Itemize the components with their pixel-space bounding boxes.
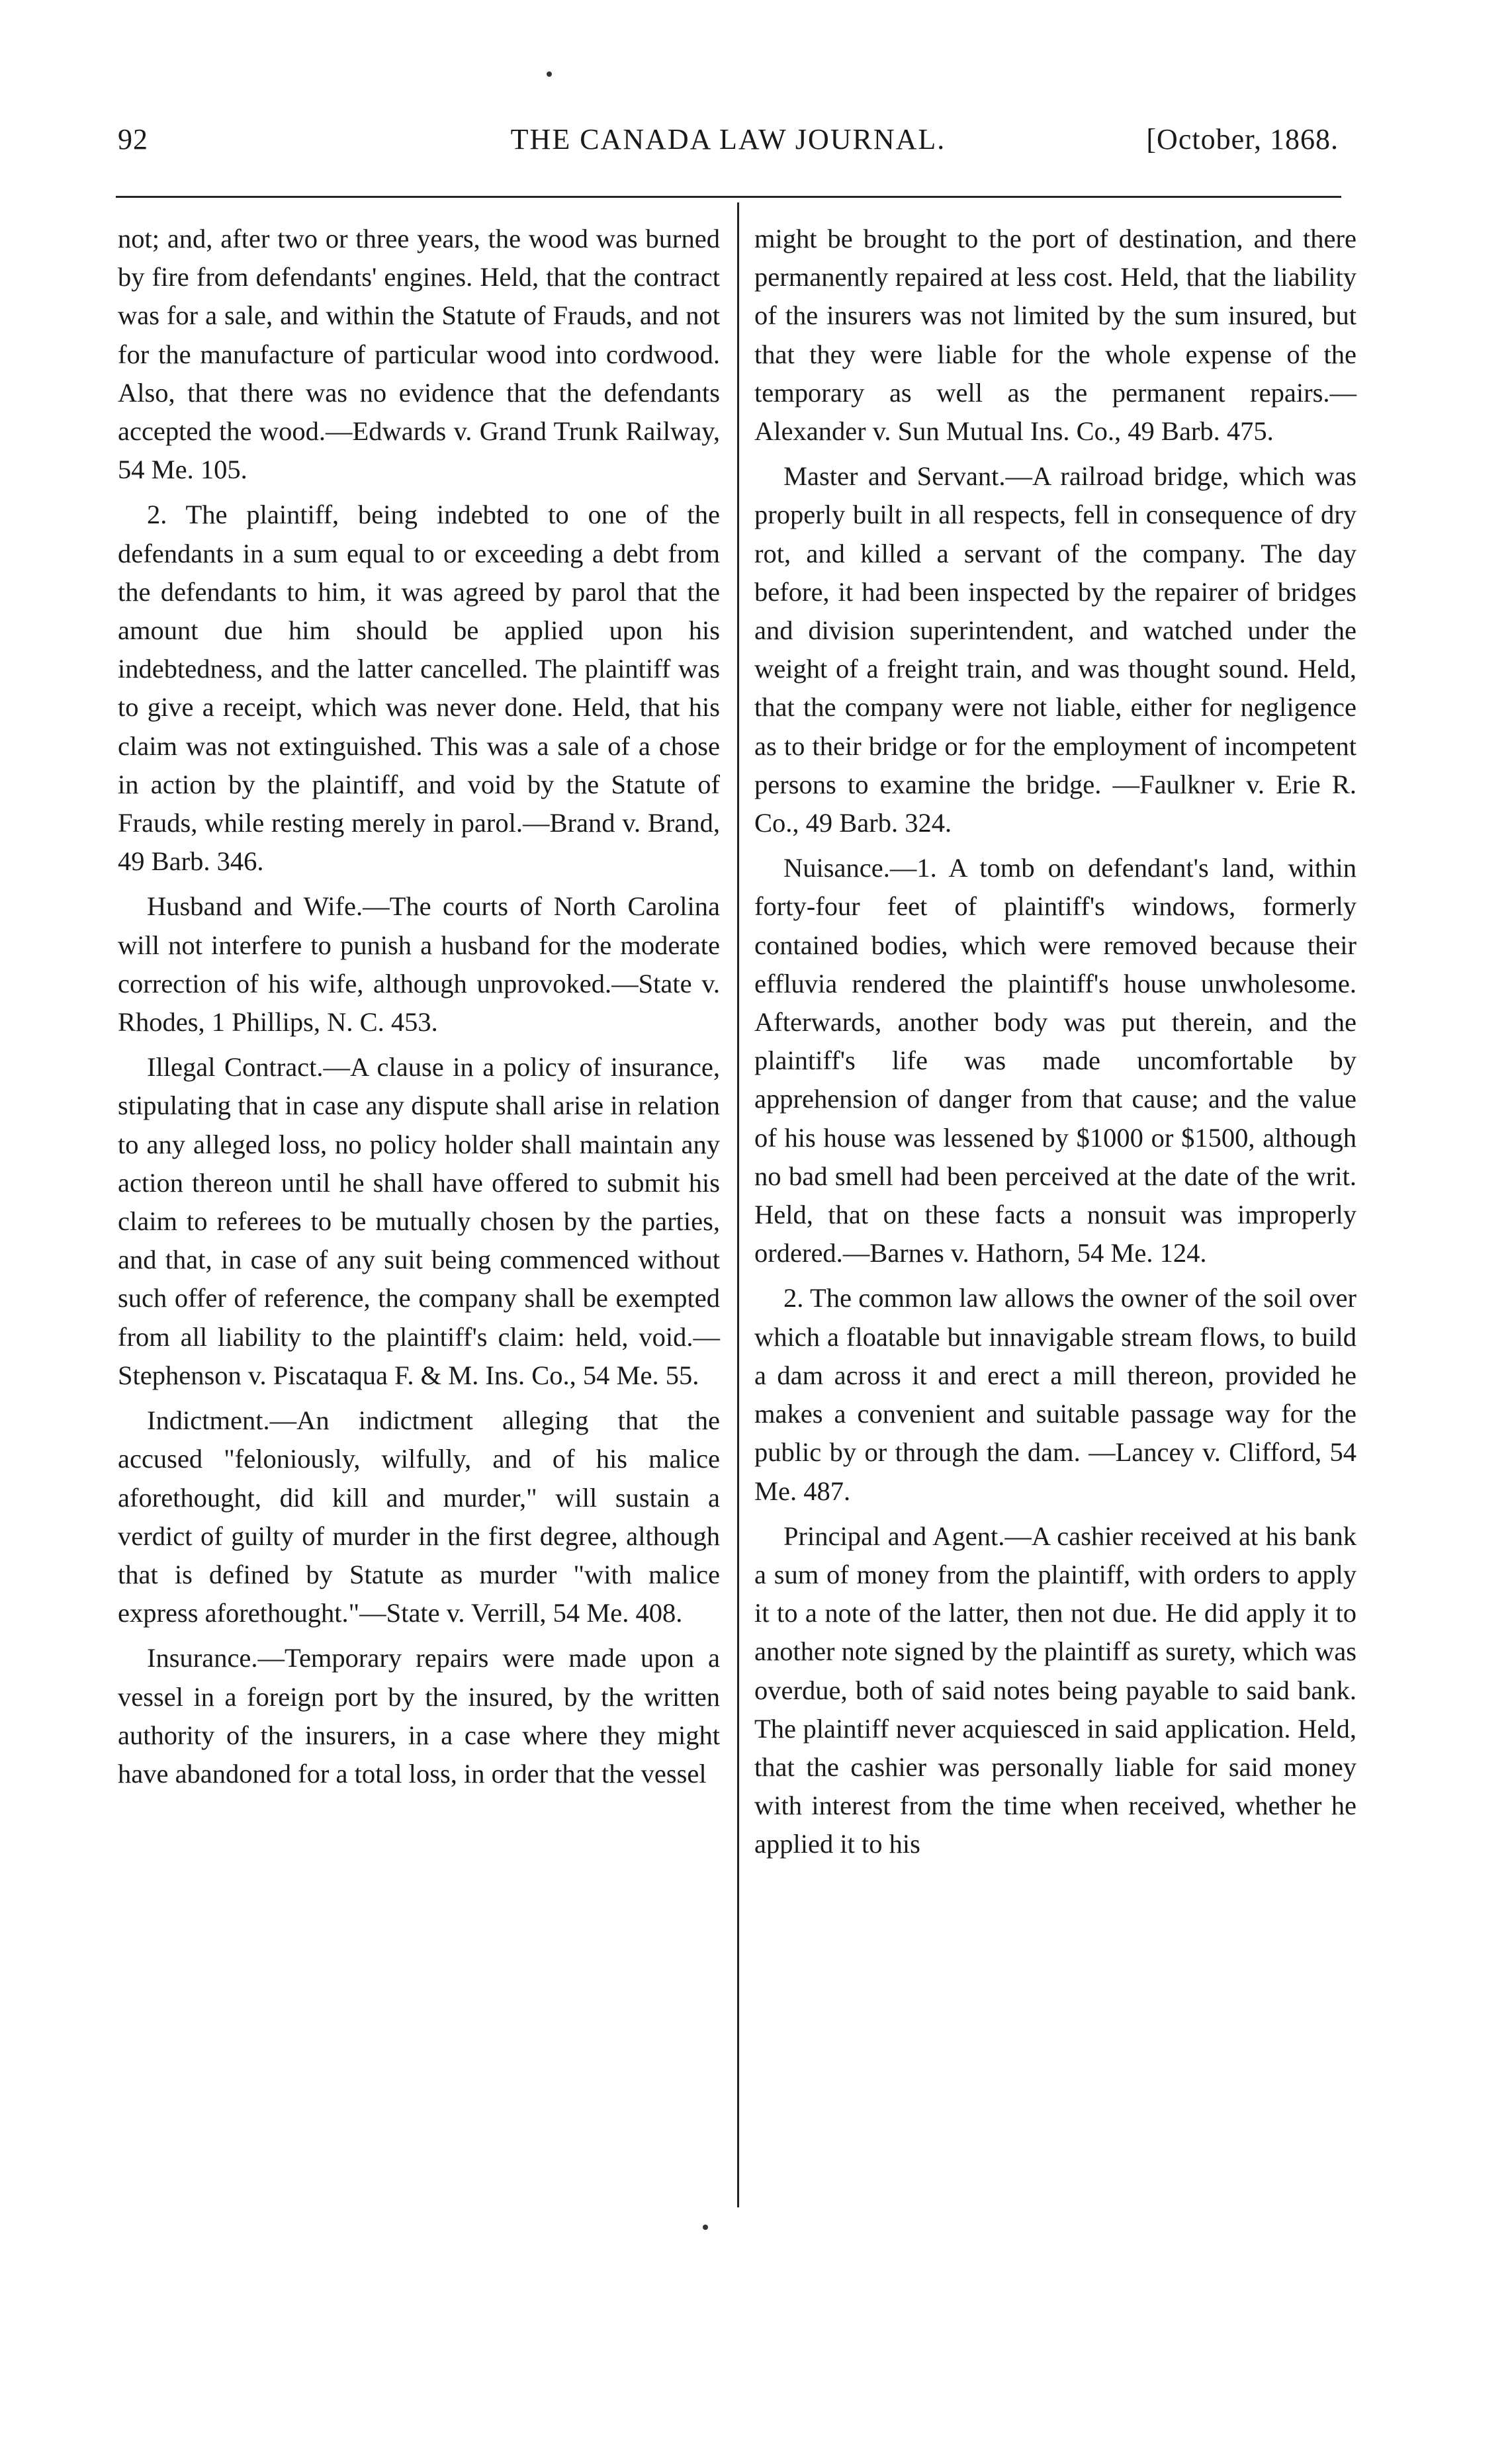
paragraph: 2. The plaintiff, being indebted to one of the defendants in a sum equal to or exceeding a debt from the defendants to him, it was agreed by parol that the amount due him should be applied upon his indebtedness, and the latter cancelled. The plaintiff was to give a receipt, which was never done. Held, that his claim was not extinguished. This was a sale of a chose in action by the plaintiff, and void by the Statute of Frauds, while resting merely in parol.—Brand v. Brand, 49 Barb. 346. <box>118 500 720 877</box>
right-column <box>754 220 1356 1864</box>
column-divider <box>737 202 739 2207</box>
journal-title: THE CANADA LAW JOURNAL. <box>510 123 946 155</box>
paragraph: Master and Servant.—A railroad bridge, which was properly built in all respects, fell in consequence of dry rot, and killed a servant of the company. The day before, it had been inspected by the repairer of bridges and division superintendent, and watched under the weight of a freight train, and was thought sound. Held, that the company were not liable, either for negligence as to their bridge or for the employment of incompetent persons to examine the bridge. —Faulkner v. Erie R. Co., 49 Barb. 324. <box>754 461 1356 838</box>
paragraph: Principal and Agent.—A cashier received at his bank a sum of money from the plaintiff, with orders to apply it to a note of the latter, then not due. He did apply it to another note signed by the plaintiff as surety, which was overdue, both of said notes being payable to said bank. The plaintiff never acquiesced in said application. Held, that the cashier was personally liable for said money with interest from the time when received, whether he applied it to his <box>754 1521 1356 1859</box>
paragraph: Illegal Contract.—A clause in a policy of insurance, stipulating that in case any dispute shall arise in relation to any alleged loss, no policy holder shall maintain any action thereon until he shall have offered to submit his claim to referees to be mutually chosen by the parties, and that, in case of any suit being commenced without such offer of reference, the company shall be exempted from all liability to the plaintiff's claim: held, void.—Stephenson v. Piscataqua F. & M. Ins. Co., 54 Me. 55. <box>118 1052 720 1390</box>
header-rule <box>116 196 1341 198</box>
paragraph: Husband and Wife.—The courts of North Carolina will not interfere to punish a husband for the moderate correction of his wife, although unprovoked.—State v. Rhodes, 1 Phillips, N. C. 453. <box>118 891 720 1038</box>
issue-date: [October, 1868. <box>1146 123 1339 155</box>
paragraph: might be brought to the port of destination, and there permanently repaired at less cost. Held, that the liability of the insurers was not limited by the sum insured, but that they were liable for the whole expense of the temporary as well as the permanent repairs.—Alexander v. Sun Mutual Ins. Co., 49 Barb. 475. <box>754 224 1356 447</box>
paragraph: 2. The common law allows the owner of the soil over which a floatable but innavigable stream flows, to build a dam across it and erect a mill thereon, provided he makes a convenient and suitable passage way for the public by or through the dam. —Lancey v. Clifford, 54 Me. 487. <box>754 1283 1356 1506</box>
page-header <box>118 122 1339 162</box>
print-speck <box>703 2225 708 2230</box>
left-column <box>118 220 720 1793</box>
page-number: 92 <box>118 123 148 155</box>
print-speck <box>547 71 552 77</box>
paragraph: Insurance.—Temporary repairs were made upon a vessel in a foreign port by the insured, by the written authority of the insurers, in a case where they might have abandoned for a total loss, in order that the vessel <box>118 1643 720 1789</box>
paragraph: Nuisance.—1. A tomb on defendant's land, within forty-four feet of plaintiff's windows, formerly contained bodies, which were removed because their effluvia rendered the plaintiff's house unwholesome. Afterwards, another body was put therein, and the plaintiff's life was made uncomfortable by apprehension of danger from that cause; and the value of his house was lessened by $1000 or $1500, although no bad smell had been perceived at the date of the writ. Held, that on these facts a nonsuit was improperly ordered.—Barnes v. Hathorn, 54 Me. 124. <box>754 853 1356 1268</box>
paragraph: Indictment.—An indictment alleging that the accused "feloniously, wilfully, and of his malice aforethought, did kill and murder," will sustain a verdict of guilty of murder in the first degree, although that is defined by Statute as murder "with malice express aforethought."—State v. Verrill, 54 Me. 408. <box>118 1405 720 1628</box>
paragraph: not; and, after two or three years, the wood was burned by fire from defendants' engines. Held, that the contract was for a sale, and within the Statute of Frauds, and not for the manufacture of particular wood into cordwood. Also, that there was no evidence that the defendants accepted the wood.—Edwards v. Grand Trunk Railway, 54 Me. 105. <box>118 224 720 485</box>
